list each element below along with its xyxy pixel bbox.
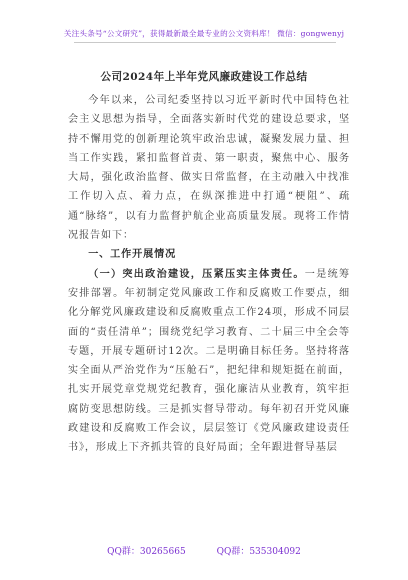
subsection-paragraph xyxy=(68,265,350,458)
document-title: 公司2024年上半年党风廉政建设工作总结 xyxy=(100,71,308,83)
subsection-heading: （一）突出政治建设，压紧压实主体责任。 xyxy=(88,268,305,280)
section-heading: 一、工作开展情况 xyxy=(88,249,177,261)
subsection-body: 一是统筹安排部署。年初制定党风廉政工作和反腐败工作要点，细化分解党风廉政建设和反腐败重点工作24项，形成不同层面的“责任清单”；围绕党纪学习教育、二十届三中全会等专题，开展专题研讨12次。二是明确目标任务。坚持将落实全面从严治党作为“压舱石”，把纪律和规矩挺在前面，扎实开展党章党规党纪教育，强化廉洁从业教育，筑牢拒腐防变思想防线。三是抓实督导带动。每年初召开党风廉政建设和反腐败工作会议，层层签订《党风廉政建设责任书》，形成上下齐抓共管的良好局面；全年跟进督导基层 xyxy=(68,268,350,454)
intro-paragraph: 今年以来，公司纪委坚持以习近平新时代中国特色社会主义思想为指导，全面落实新时代党的建设总要求，坚持不懈用党的创新理论筑牢政治忠诚，凝聚发展力量、担当工作实践，紧扣监督首责、第一职责，聚焦中心、服务大局，强化政治监督、做实日常监督，在主动融入中找准工作切入点、着力点，在纵深推进中打通“梗阻”、疏通“脉络”，以有力监督护航企业高质量发展。现将工作情况报告如下： xyxy=(68,95,350,242)
header-divider xyxy=(74,42,336,43)
footer-qq-group-2: QQ群：535304092 xyxy=(216,547,301,557)
footer-contacts xyxy=(0,544,408,557)
header-notice: 关注头条号“公文研究”，获得最新最全最专业的公文资料库！ 微信：gongwenyj xyxy=(63,29,345,38)
document-body xyxy=(68,91,350,458)
footer-qq-group-1: QQ群：30265665 xyxy=(107,547,186,557)
